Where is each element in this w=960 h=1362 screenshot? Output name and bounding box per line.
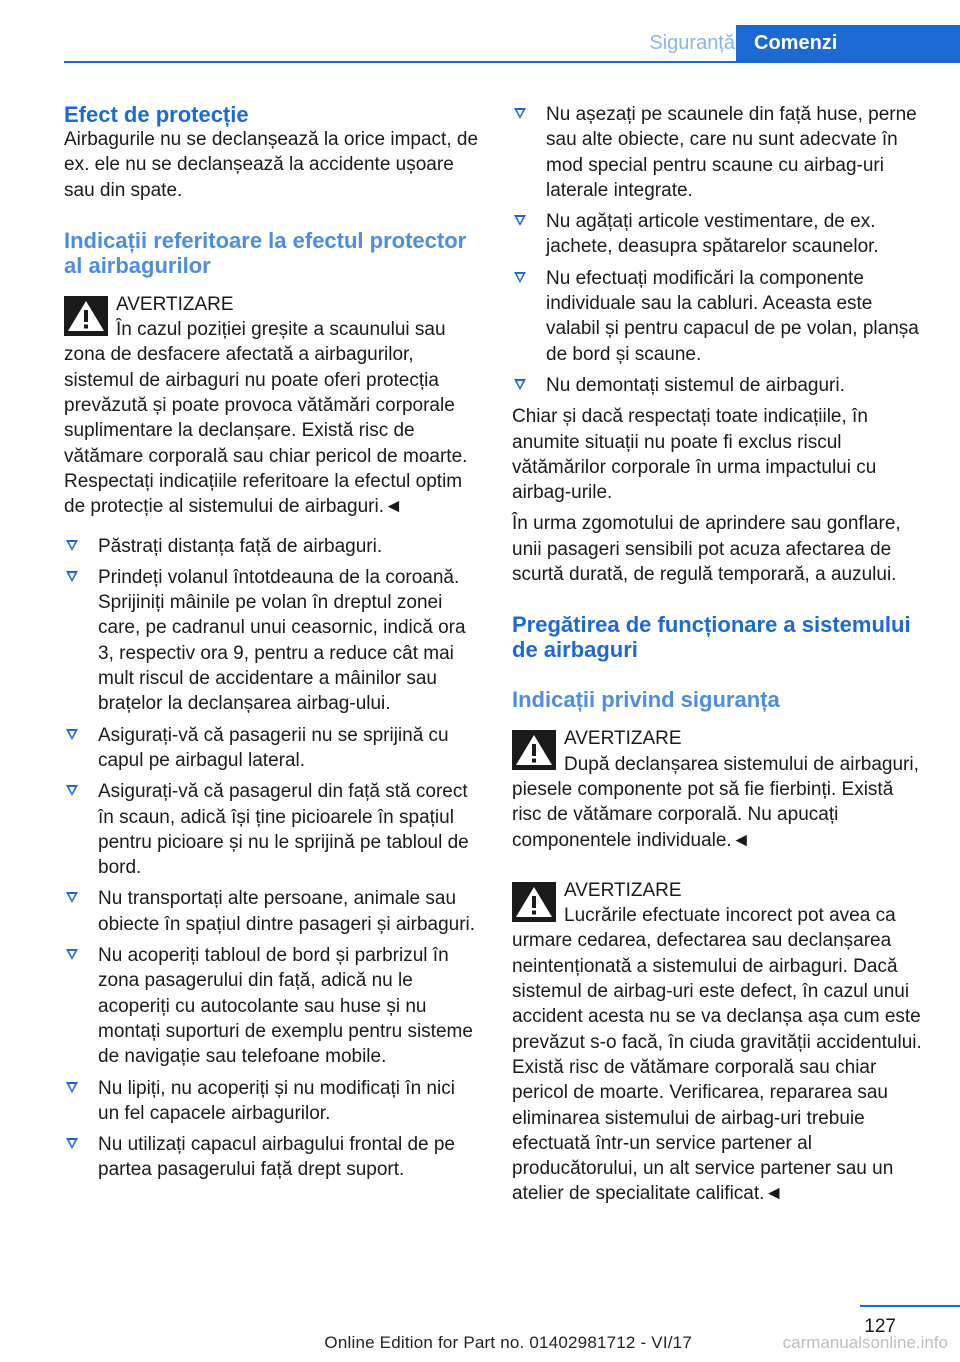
bullet-triangle-icon bbox=[66, 949, 78, 960]
list-item-text: Nu demontați sistemul de airbaguri. bbox=[546, 374, 845, 396]
active-section-tab: Comenzi bbox=[736, 25, 960, 61]
bullet-triangle-icon bbox=[514, 272, 526, 283]
edition-note: Online Edition for Part no. 01402981712 - VI/17 bbox=[324, 1333, 692, 1352]
warning-icon bbox=[64, 296, 108, 336]
warning-text: După declanșarea sistemului de airbaguri, piesele componente pot să fie fierbinți. Există risc de vătămare corporală. Nu apucați componentele individuale.◄ bbox=[512, 753, 919, 851]
warning-title: AVERTIZARE bbox=[116, 293, 234, 315]
heading-airbag-readiness: Pregătirea de funcționare a sistemului de airbaguri bbox=[512, 612, 911, 663]
list-item-text: Nu lipiți, nu acoperiți și nu modificați în nici un fel capacele airbagurilor. bbox=[98, 1077, 455, 1124]
warning-text: Lucrările efectuate incorect pot avea ca urmare cedarea, defectarea sau declanșarea neintenționată a sistemului de airbaguri. Dacă sistemul de airbag-uri este defect, în cazul unui accident acesta nu se va declanșa așa cum este prevăzut s-o facă, în ciuda gravității accidentului. Există risc de vătămare corporală sau chiar pericol de moarte. Verificarea, repararea sau eliminarea sistemului de airbag-uri trebuie efectuată într-un service partener al producătorului, un alt service partener sau un atelier de specialitate calificat.◄ bbox=[512, 905, 922, 1205]
warning-block bbox=[64, 292, 480, 520]
bullet-triangle-icon bbox=[66, 729, 78, 740]
list-item bbox=[64, 534, 480, 559]
heading-protection-effect: Efect de protecție bbox=[64, 102, 249, 127]
bullet-triangle-icon bbox=[66, 540, 78, 551]
list-item bbox=[64, 943, 480, 1069]
list-item-text: Nu acoperiți tabloul de bord și parbrizul în zona pasagerului din față, adică nu le acoperiți cu autocolante sau huse și nu montați suporturi de exemplu pentru sisteme de navigație sau telefoane mobile. bbox=[98, 945, 473, 1068]
warning-title: AVERTIZARE bbox=[564, 879, 682, 901]
list-item bbox=[64, 1132, 480, 1183]
list-item-text: Asigurați-vă că pasagerul din față stă corect în scaun, adică își ține picioarele în spațiul pentru picioare și nu le sprijină pe tabloul de bord. bbox=[98, 781, 469, 879]
watermark: carmanualsonline.info bbox=[782, 1333, 948, 1352]
bullet-triangle-icon bbox=[66, 571, 78, 582]
list-item bbox=[64, 565, 480, 717]
paragraph-protection-effect: Airbagurile nu se declanșează la orice impact, de ex. ele nu se declanșează la accidente ușoare sau din spate. bbox=[64, 129, 479, 201]
list-item-text: Nu utilizați capacul airbagului frontal de pe partea pasagerului față drept suport. bbox=[98, 1134, 455, 1181]
bullet-triangle-icon bbox=[66, 892, 78, 903]
warning-icon bbox=[512, 730, 556, 770]
list-item-text: Prindeți volanul întotdeauna de la coroană. Sprijiniți mâinile pe volan în dreptul zonei care, pe cadranul unui ceasornic, indică ora 3, respectiv ora 9, pentru a reduce cât mai mult riscul de accidentare a mâinilor sau brațelor la declanșarea airbag-ului. bbox=[98, 566, 466, 715]
bullet-triangle-icon bbox=[514, 379, 526, 390]
paragraph-hearing: În urma zgomotului de aprindere sau gonflare, unii pasageri sensibili pot acuza afectarea de scurtă durată, de regulă temporară, a auzului. bbox=[512, 513, 901, 586]
page-number: 127 bbox=[864, 1316, 896, 1337]
warning-title: AVERTIZARE bbox=[564, 728, 682, 750]
list-item-text: Nu transportați alte persoane, animale sau obiecte în spațiul dintre pasageri și airbaguri. bbox=[98, 888, 476, 935]
list-item-text: Nu efectuați modificări la componente individuale sau la cabluri. Aceasta este valabil și pentru capacul de pe volan, planșa de bord și scaune. bbox=[546, 267, 919, 365]
bullet-triangle-icon bbox=[66, 1138, 78, 1149]
bullet-triangle-icon bbox=[66, 1082, 78, 1093]
warning-text: În cazul poziției greșite a scaunului sau zona de desfacere afectată a airbagurilor, sistemul de airbaguri nu poate oferi protecția prevăzută și poate provoca vătămări corporale suplimentare la declanșare. Există risc de vătămare corporală sau chiar pericol de moarte. Respectați indicațiile referitoare la efectul optim de protecție al sistemului de airbaguri.◄ bbox=[64, 319, 468, 518]
list-item bbox=[64, 1076, 480, 1127]
list-item bbox=[64, 886, 480, 937]
bullet-triangle-icon bbox=[514, 108, 526, 119]
warning-block bbox=[512, 726, 928, 852]
bullet-triangle-icon bbox=[514, 215, 526, 226]
section-tab: Siguranță bbox=[649, 32, 735, 54]
warning-block bbox=[512, 878, 928, 1207]
warning-icon bbox=[512, 882, 556, 922]
list-item bbox=[512, 266, 928, 367]
page-header bbox=[64, 25, 960, 63]
safety-list-continued bbox=[512, 102, 928, 398]
list-item-text: Nu așezați pe scaunele din față huse, perne sau alte obiecte, care nu sunt adecvate în mod special pentru scaune cu airbag-uri laterale integrate. bbox=[546, 104, 917, 201]
list-item bbox=[512, 102, 928, 203]
list-item-text: Păstrați distanța față de airbaguri. bbox=[98, 535, 383, 557]
bullet-triangle-icon bbox=[66, 785, 78, 796]
right-column bbox=[512, 102, 928, 1207]
list-item bbox=[64, 779, 480, 880]
list-item-text: Nu agățați articole vestimentare, de ex. jachete, deasupra spătarelor scaunelor. bbox=[546, 211, 879, 258]
list-item bbox=[64, 723, 480, 774]
safety-list bbox=[64, 534, 480, 1183]
footer-rule bbox=[860, 1305, 960, 1307]
left-column bbox=[64, 102, 480, 1189]
heading-safety-notes: Indicații privind siguranța bbox=[512, 687, 780, 713]
list-item-text: Asigurați-vă că pasagerii nu se sprijină cu capul pe airbagul lateral. bbox=[98, 724, 449, 771]
paragraph-residual-risk: Chiar și dacă respectați toate indicațiile, în anumite situații nu poate fi exclus riscul vătămărilor corporale în urma impactului cu airbag-urile. bbox=[512, 406, 877, 504]
list-item bbox=[512, 209, 928, 260]
list-item bbox=[512, 373, 928, 398]
heading-airbag-protection-notes: Indicații referitoare la efectul protector al airbagurilor bbox=[64, 227, 467, 278]
